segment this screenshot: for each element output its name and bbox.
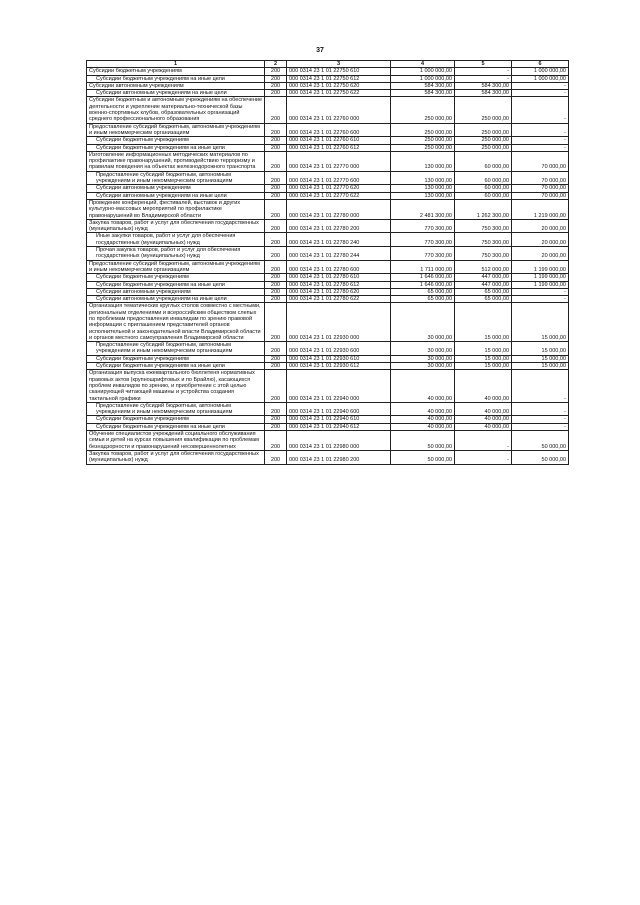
row-name-cell: Организация выпуска ежеквартального бюллетеня нормативных правовых актов (крупношрифтовых и по Брайлю), касающихся проблем инвалидов по зрению, и приобретение с этой целью сканирующей читающей машины и устройства создания тактильной графики [87,370,265,402]
row-line-code-cell: 200 [265,90,287,97]
row-amount-col6-cell: 20 000,00 [512,219,569,233]
row-amount-col5-cell: - [455,68,512,75]
row-amount-col5-cell: 250 000,00 [455,123,512,137]
row-name-cell: Прочая закупка товаров, работ и услуг для обеспечения государственных (муниципальных) нужд [87,247,265,261]
row-line-code-cell: 200 [265,171,287,185]
row-amount-col4-cell: 584 300,00 [391,90,455,97]
row-line-code-cell: 200 [265,423,287,430]
row-amount-col5-cell: 1 262 300,00 [455,199,512,219]
row-amount-col6-cell: 70 000,00 [512,192,569,199]
row-amount-col4-cell: 130 000,00 [391,151,455,171]
row-classification-code-cell: 000 0314 23 1 01 22770 600 [287,171,391,185]
row-amount-col5-cell: 250 000,00 [455,97,512,123]
table-row [87,137,569,144]
row-classification-code-cell: 000 0314 23 1 01 22980 200 [287,450,391,464]
row-classification-code-cell: 000 0314 23 1 01 22930 612 [287,363,391,370]
table-row [87,288,569,295]
table-row [87,151,569,171]
row-amount-col6-cell: 15 000,00 [512,303,569,342]
row-classification-code-cell: 000 0314 23 1 01 22770 622 [287,192,391,199]
row-classification-code-cell: 000 0314 23 1 01 22760 000 [287,97,391,123]
row-name-cell: Субсидии автономным учреждениям [87,82,265,89]
row-amount-col5-cell: 750 300,00 [455,233,512,247]
row-amount-col6-cell: - [512,144,569,151]
row-amount-col4-cell: 65 000,00 [391,288,455,295]
row-name-cell: Предоставление субсидий бюджетным, автономным учреждениям и иным некоммерческим организациям [87,171,265,185]
row-amount-col5-cell: 15 000,00 [455,355,512,362]
table-row [87,82,569,89]
row-amount-col4-cell: 770 300,00 [391,247,455,261]
row-line-code-cell: 200 [265,288,287,295]
row-name-cell: Субсидии автономным учреждениям на иные цели [87,192,265,199]
table-row [87,144,569,151]
table-row [87,219,569,233]
row-line-code-cell: 200 [265,431,287,451]
row-classification-code-cell: 000 0314 23 1 01 22940 612 [287,423,391,430]
row-name-cell: Предоставление субсидий бюджетным, автономным учреждениям и иным некоммерческим организациям [87,123,265,137]
row-amount-col6-cell: - [512,82,569,89]
row-amount-col6-cell: - [512,402,569,416]
row-line-code-cell: 200 [265,137,287,144]
row-classification-code-cell: 000 0314 23 1 01 22980 000 [287,431,391,451]
row-amount-col6-cell: 1 219 000,00 [512,199,569,219]
row-line-code-cell: 200 [265,363,287,370]
row-name-cell: Предоставление субсидий бюджетным, автономным учреждениям и иным некоммерческим организациям [87,402,265,416]
row-name-cell: Организация тематических круглых столов совместно с местными, региональным отделениями и всероссийским обществом слепых по проблемам предоставления инвалидам по зрению правовой информации с приглашением представителей органов исполнительной и законодательной власти Владимирской области и органов местного самоуправления Владимирской области [87,303,265,342]
row-line-code-cell: 200 [265,274,287,281]
row-line-code-cell: 200 [265,123,287,137]
budget-table [86,60,569,465]
table-row [87,423,569,430]
row-amount-col5-cell: 512 000,00 [455,260,512,274]
table-header-row [87,61,569,68]
row-amount-col5-cell: - [455,431,512,451]
row-amount-col4-cell: 1 646 000,00 [391,281,455,288]
row-name-cell: Предоставление субсидий бюджетным, автономным учреждениям и иным некоммерческим организациям [87,260,265,274]
row-amount-col5-cell: 60 000,00 [455,185,512,192]
row-amount-col4-cell: 2 481 300,00 [391,199,455,219]
row-amount-col5-cell: 584 300,00 [455,82,512,89]
column-header: 6 [512,61,569,68]
row-name-cell: Закупка товаров, работ и услуг для обеспечения государственных (муниципальных) нужд [87,219,265,233]
column-header: 5 [455,61,512,68]
row-amount-col4-cell: 1 000 000,00 [391,68,455,75]
row-classification-code-cell: 000 0314 23 1 01 22930 600 [287,342,391,356]
row-line-code-cell: 200 [265,82,287,89]
row-line-code-cell: 200 [265,97,287,123]
row-line-code-cell: 200 [265,247,287,261]
row-line-code-cell: 200 [265,402,287,416]
row-amount-col6-cell: 70 000,00 [512,185,569,192]
row-name-cell: Предоставление субсидий бюджетным, автономным учреждениям и иным некоммерческим организациям [87,342,265,356]
table-row [87,90,569,97]
row-amount-col6-cell: 20 000,00 [512,247,569,261]
row-classification-code-cell: 000 0314 23 1 01 22940 000 [287,370,391,402]
row-amount-col4-cell: 130 000,00 [391,185,455,192]
row-amount-col6-cell: - [512,296,569,303]
row-amount-col6-cell: 1 199 000,00 [512,274,569,281]
row-name-cell: Субсидии бюджетным учреждениям на иные цели [87,363,265,370]
table-row [87,171,569,185]
table-row [87,363,569,370]
row-line-code-cell: 200 [265,416,287,423]
row-amount-col6-cell: 15 000,00 [512,363,569,370]
row-amount-col5-cell: 60 000,00 [455,171,512,185]
row-amount-col4-cell: 130 000,00 [391,171,455,185]
row-name-cell: Субсидии бюджетным учреждениям на иные цели [87,281,265,288]
row-name-cell: Субсидии бюджетным учреждениям [87,355,265,362]
row-amount-col5-cell: 60 000,00 [455,151,512,171]
row-line-code-cell: 200 [265,144,287,151]
row-amount-col4-cell: 30 000,00 [391,342,455,356]
table-row [87,192,569,199]
row-amount-col6-cell: 1 000 000,00 [512,68,569,75]
row-line-code-cell: 200 [265,281,287,288]
row-classification-code-cell: 000 0314 23 1 01 22750 610 [287,68,391,75]
row-name-cell: Проведение конференций, фестивалей, выставок и других культурно-массовых мероприятий по профилактике правонарушений во Владимирской области [87,199,265,219]
row-line-code-cell: 200 [265,303,287,342]
row-line-code-cell: 200 [265,151,287,171]
row-line-code-cell: 200 [265,68,287,75]
row-amount-col6-cell: - [512,137,569,144]
column-header: 1 [87,61,265,68]
row-amount-col4-cell: 1 646 000,00 [391,274,455,281]
row-amount-col5-cell: 447 000,00 [455,281,512,288]
row-amount-col6-cell: 70 000,00 [512,151,569,171]
row-amount-col5-cell: 60 000,00 [455,192,512,199]
row-amount-col6-cell: 70 000,00 [512,171,569,185]
table-row [87,402,569,416]
row-classification-code-cell: 000 0314 23 1 01 22780 240 [287,233,391,247]
table-row [87,450,569,464]
row-amount-col4-cell: 40 000,00 [391,370,455,402]
row-classification-code-cell: 000 0314 23 1 01 22780 610 [287,274,391,281]
table-row [87,303,569,342]
row-amount-col4-cell: 250 000,00 [391,144,455,151]
row-amount-col6-cell: - [512,97,569,123]
table-row [87,123,569,137]
row-name-cell: Субсидии бюджетным учреждениям [87,137,265,144]
row-amount-col6-cell: - [512,416,569,423]
row-amount-col4-cell: 30 000,00 [391,355,455,362]
row-name-cell: Субсидии автономным учреждениям на иные цели [87,296,265,303]
table-row [87,370,569,402]
column-header: 2 [265,61,287,68]
row-amount-col5-cell: 65 000,00 [455,288,512,295]
row-amount-col5-cell: 40 000,00 [455,402,512,416]
row-line-code-cell: 200 [265,450,287,464]
row-name-cell: Субсидии автономным учреждениям на иные цели [87,90,265,97]
row-name-cell: Обучение специалистов учреждений социального обслуживания семьи и детей на курсах повышения квалификации по проблемам безнадзорности и правонарушений несовершеннолетних [87,431,265,451]
row-classification-code-cell: 000 0314 23 1 01 22750 622 [287,90,391,97]
row-classification-code-cell: 000 0314 23 1 01 22780 244 [287,247,391,261]
row-amount-col5-cell: 447 000,00 [455,274,512,281]
row-amount-col4-cell: 40 000,00 [391,402,455,416]
row-classification-code-cell: 000 0314 23 1 01 22780 600 [287,260,391,274]
row-amount-col5-cell: 15 000,00 [455,342,512,356]
row-amount-col6-cell: 1 000 000,00 [512,75,569,82]
row-amount-col5-cell: 15 000,00 [455,363,512,370]
row-amount-col4-cell: 65 000,00 [391,296,455,303]
row-line-code-cell: 200 [265,219,287,233]
column-header: 4 [391,61,455,68]
row-classification-code-cell: 000 0314 23 1 01 22780 620 [287,288,391,295]
row-name-cell: Иные закупки товаров, работ и услуг для обеспечения государственных (муниципальных) нужд [87,233,265,247]
row-name-cell: Субсидии автономным учреждениям [87,185,265,192]
row-amount-col4-cell: 1 000 000,00 [391,75,455,82]
row-amount-col6-cell: 20 000,00 [512,233,569,247]
row-classification-code-cell: 000 0314 23 1 01 22760 612 [287,144,391,151]
row-amount-col5-cell: 65 000,00 [455,296,512,303]
row-line-code-cell: 200 [265,296,287,303]
row-name-cell: Субсидии бюджетным учреждениям [87,274,265,281]
row-line-code-cell: 200 [265,370,287,402]
row-name-cell: Закупка товаров, работ и услуг для обеспечения государственных (муниципальных) нужд [87,450,265,464]
row-name-cell: Субсидии бюджетным учреждениям [87,68,265,75]
row-line-code-cell: 200 [265,185,287,192]
table-row [87,97,569,123]
row-amount-col6-cell: - [512,123,569,137]
page-number: 37 [316,47,324,54]
table-row [87,75,569,82]
table-row [87,431,569,451]
table-row [87,260,569,274]
row-amount-col6-cell: 50 000,00 [512,431,569,451]
row-amount-col5-cell: 40 000,00 [455,370,512,402]
row-amount-col6-cell: 15 000,00 [512,355,569,362]
row-amount-col5-cell: 750 300,00 [455,219,512,233]
row-amount-col4-cell: 770 300,00 [391,219,455,233]
row-name-cell: Субсидии бюджетным учреждениям на иные цели [87,144,265,151]
table-row [87,68,569,75]
row-amount-col6-cell: - [512,288,569,295]
row-amount-col6-cell: 1 199 000,00 [512,281,569,288]
table-row [87,281,569,288]
table-row [87,342,569,356]
row-amount-col5-cell: 40 000,00 [455,423,512,430]
table-row [87,355,569,362]
row-classification-code-cell: 000 0314 23 1 01 22760 610 [287,137,391,144]
row-line-code-cell: 200 [265,199,287,219]
row-classification-code-cell: 000 0314 23 1 01 22930 000 [287,303,391,342]
row-line-code-cell: 200 [265,233,287,247]
row-amount-col6-cell: 50 000,00 [512,450,569,464]
column-header: 3 [287,61,391,68]
row-amount-col4-cell: 40 000,00 [391,423,455,430]
row-line-code-cell: 200 [265,355,287,362]
row-line-code-cell: 200 [265,342,287,356]
row-amount-col4-cell: 1 711 000,00 [391,260,455,274]
row-amount-col5-cell: 250 000,00 [455,137,512,144]
row-amount-col4-cell: 250 000,00 [391,97,455,123]
table-row [87,296,569,303]
row-amount-col4-cell: 30 000,00 [391,303,455,342]
row-classification-code-cell: 000 0314 23 1 01 22750 620 [287,82,391,89]
row-amount-col6-cell: 1 199 000,00 [512,260,569,274]
row-amount-col6-cell: - [512,370,569,402]
row-name-cell: Изготовление информационных методических материалов по профилактике правонарушений, противодействию терроризму и правилам поведения на объектах железнодорожного транспорта [87,151,265,171]
row-classification-code-cell: 000 0314 23 1 01 22760 600 [287,123,391,137]
table-row [87,247,569,261]
row-line-code-cell: 200 [265,75,287,82]
row-line-code-cell: 200 [265,192,287,199]
row-classification-code-cell: 000 0314 23 1 01 22930 610 [287,355,391,362]
row-amount-col5-cell: - [455,450,512,464]
table-row [87,233,569,247]
row-name-cell: Субсидии бюджетным учреждениям [87,416,265,423]
row-amount-col5-cell: 250 000,00 [455,144,512,151]
row-name-cell: Субсидии автономным учреждениям [87,288,265,295]
row-amount-col5-cell: 40 000,00 [455,416,512,423]
row-classification-code-cell: 000 0314 23 1 01 22750 612 [287,75,391,82]
row-amount-col6-cell: - [512,90,569,97]
table-row [87,185,569,192]
row-classification-code-cell: 000 0314 23 1 01 22780 000 [287,199,391,219]
row-name-cell: Субсидии бюджетным и автономным учреждениям на обеспечение деятельности и укрепление материально-технической базы военно-спортивных клубов, образовательных организаций среднего профессионального образования [87,97,265,123]
row-classification-code-cell: 000 0314 23 1 01 22780 622 [287,296,391,303]
row-classification-code-cell: 000 0314 23 1 01 22940 600 [287,402,391,416]
row-amount-col4-cell: 770 300,00 [391,233,455,247]
row-name-cell: Субсидии бюджетным учреждениям на иные цели [87,75,265,82]
row-amount-col4-cell: 50 000,00 [391,450,455,464]
row-classification-code-cell: 000 0314 23 1 01 22770 000 [287,151,391,171]
row-amount-col4-cell: 40 000,00 [391,416,455,423]
row-amount-col4-cell: 130 000,00 [391,192,455,199]
row-classification-code-cell: 000 0314 23 1 01 22780 612 [287,281,391,288]
row-name-cell: Субсидии бюджетным учреждениям на иные цели [87,423,265,430]
row-amount-col4-cell: 250 000,00 [391,137,455,144]
row-amount-col6-cell: 15 000,00 [512,342,569,356]
row-amount-col5-cell: 15 000,00 [455,303,512,342]
row-amount-col6-cell: - [512,423,569,430]
row-amount-col5-cell: 750 300,00 [455,247,512,261]
table-row [87,274,569,281]
row-amount-col4-cell: 30 000,00 [391,363,455,370]
row-amount-col4-cell: 250 000,00 [391,123,455,137]
table-row [87,416,569,423]
row-amount-col5-cell: - [455,75,512,82]
row-line-code-cell: 200 [265,260,287,274]
row-classification-code-cell: 000 0314 23 1 01 22780 200 [287,219,391,233]
row-amount-col4-cell: 584 300,00 [391,82,455,89]
table-row [87,199,569,219]
row-classification-code-cell: 000 0314 23 1 01 22770 620 [287,185,391,192]
row-amount-col5-cell: 584 300,00 [455,90,512,97]
row-classification-code-cell: 000 0314 23 1 01 22940 610 [287,416,391,423]
row-amount-col4-cell: 50 000,00 [391,431,455,451]
